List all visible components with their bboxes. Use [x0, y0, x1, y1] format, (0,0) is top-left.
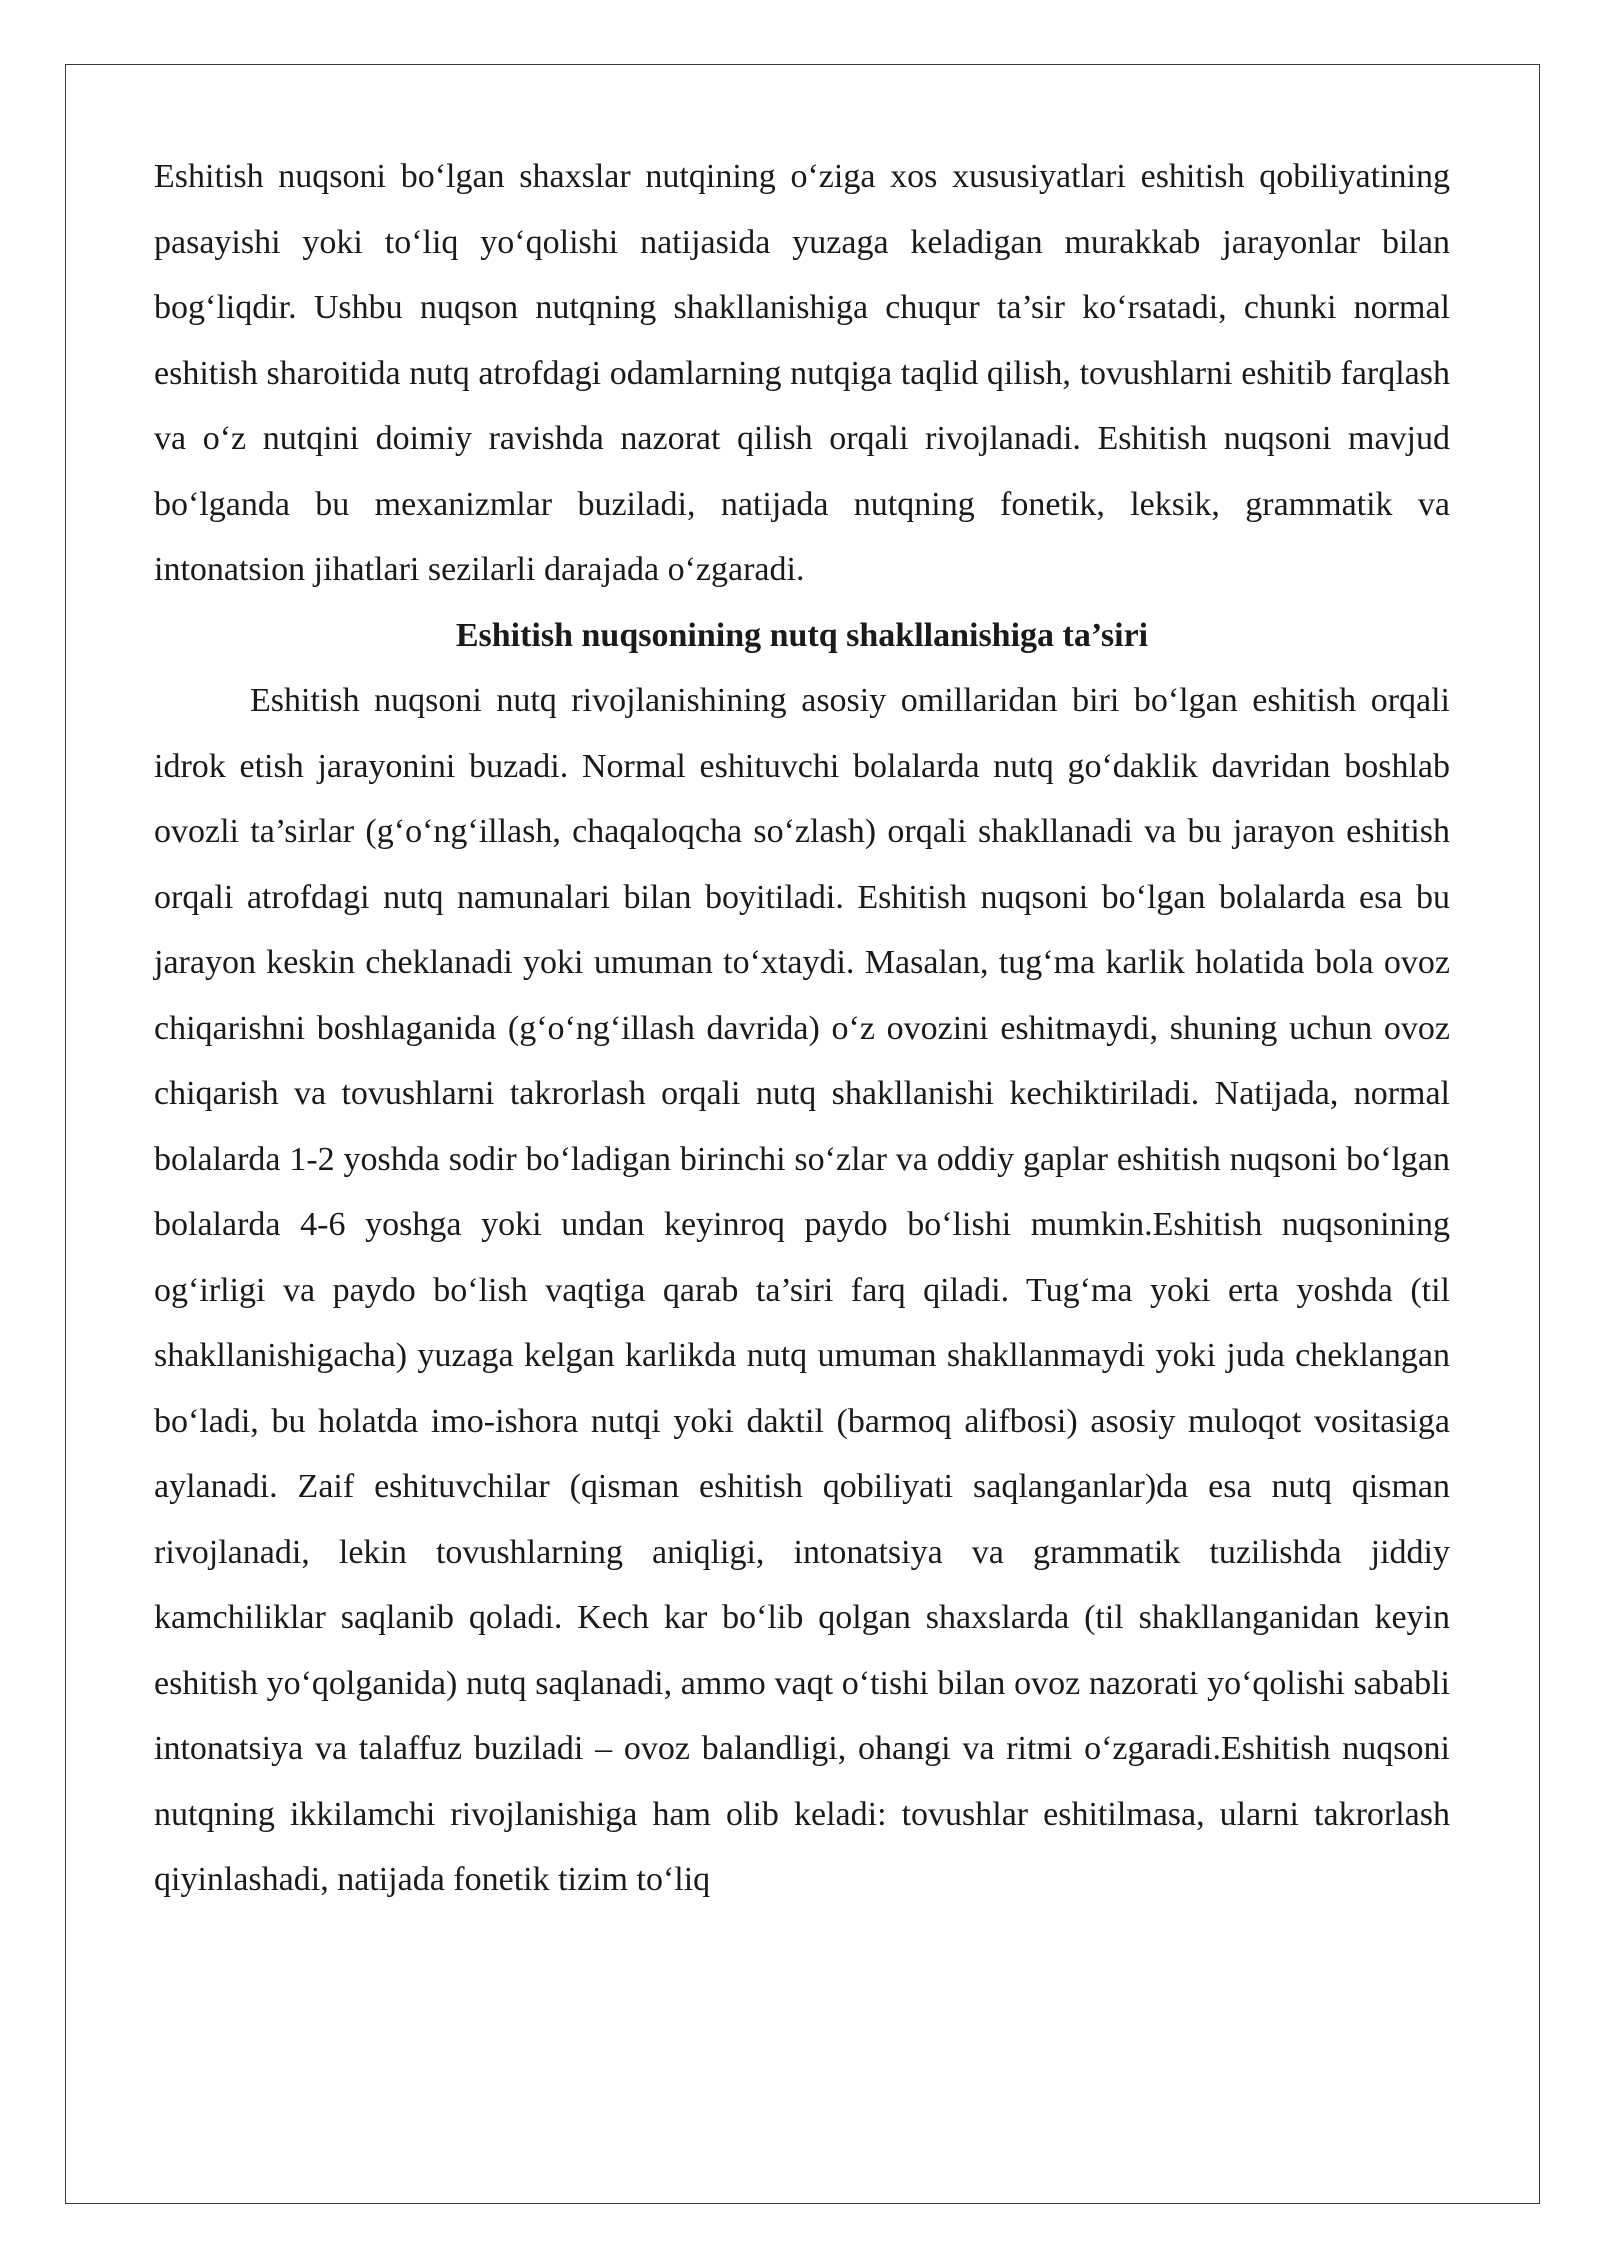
section-heading: Eshitish nuqsonining nutq shakllanishiga ta’siri	[455, 616, 1149, 654]
paragraph-main: Eshitish nuqsoni nutq rivojlanishining asosiy omillaridan biri bo‘lgan eshitish orqali idrok etish jarayonini buzadi. Normal eshituvchi bolalarda nutq go‘daklik davridan boshlab ovozli ta’sirlar (g‘o‘ng‘illash, chaqaloqcha so‘zlash) orqali shakllanadi va bu jarayon eshitish orqali atrofdagi nutq namunalari bilan boyitiladi. Eshitish nuqsoni bo‘lgan bolalarda esa bu jarayon keskin cheklanadi yoki umuman to‘xtaydi. Masalan, tug‘ma karlik holatida bola ovoz chiqarishni boshlaganida (g‘o‘ng‘illash davrida) o‘z ovozini eshitmaydi, shuning uchun ovoz chiqarish va tovushlarni takrorlash orqali nutq shakllanishi kechiktiriladi. Natijada, normal bolalarda 1-2 yoshda sodir bo‘ladigan birinchi so‘zlar va oddiy gaplar eshitish nuqsoni bo‘lgan bolalarda 4-6 yoshga yoki undan keyinroq paydo bo‘lishi mumkin.Eshitish nuqsonining og‘irligi va paydo bo‘lish vaqtiga qarab ta’siri farq qiladi. Tug‘ma yoki erta yoshda (til shakllanishigacha) yuzaga kelgan karlikda nutq umuman shakllanmaydi yoki juda cheklangan bo‘ladi, bu holatda imo-ishora nutqi yoki daktil (barmoq alifbosi) asosiy muloqot vositasiga aylanadi. Zaif eshituvchilar (qisman eshitish qobiliyati saqlanganlar)da esa nutq qisman rivojlanadi, lekin tovushlarning aniqligi, intonatsiya va grammatik tuzilishda jiddiy kamchiliklar saqlanib qoladi. Kech kar bo‘lib qolgan shaxslarda (til shakllanganidan keyin eshitish yo‘qolganida) nutq saqlanadi, ammo vaqt o‘tishi bilan ovoz nazorati yo‘qolishi sababli intonatsiya va talaffuz buziladi – ovoz balandligi, ohangi va ritmi o‘zgaradi.Eshitish nuqsoni nutqning ikkilamchi rivojlanishiga ham olib keladi: tovushlar eshitilmasa, ularni takrorlash qiyinlashadi, natijada fonetik tizim to‘liq	[154, 682, 1450, 1898]
paragraph-intro: Eshitish nuqsoni bo‘lgan shaxslar nutqining o‘ziga xos xususiyatlari eshitish qobiliyatining pasayishi yoki to‘liq yo‘qolishi natijasida yuzaga keladigan murakkab jarayonlar bilan bog‘liqdir. Ushbu nuqson nutqning shakllanishiga chuqur ta’sir ko‘rsatadi, chunki normal eshitish sharoitida nutq atrofdagi odamlarning nutqiga taqlid qilish, tovushlarni eshitib farqlash va o‘z nutqini doimiy ravishda nazorat qilish orqali rivojlanadi. Eshitish nuqsoni mavjud bo‘lganda bu mexanizmlar buziladi, natijada nutqning fonetik, leksik, grammatik va intonatsion jihatlari sezilarli darajada o‘zgaradi.	[154, 158, 1450, 588]
document-body	[154, 144, 1450, 1913]
